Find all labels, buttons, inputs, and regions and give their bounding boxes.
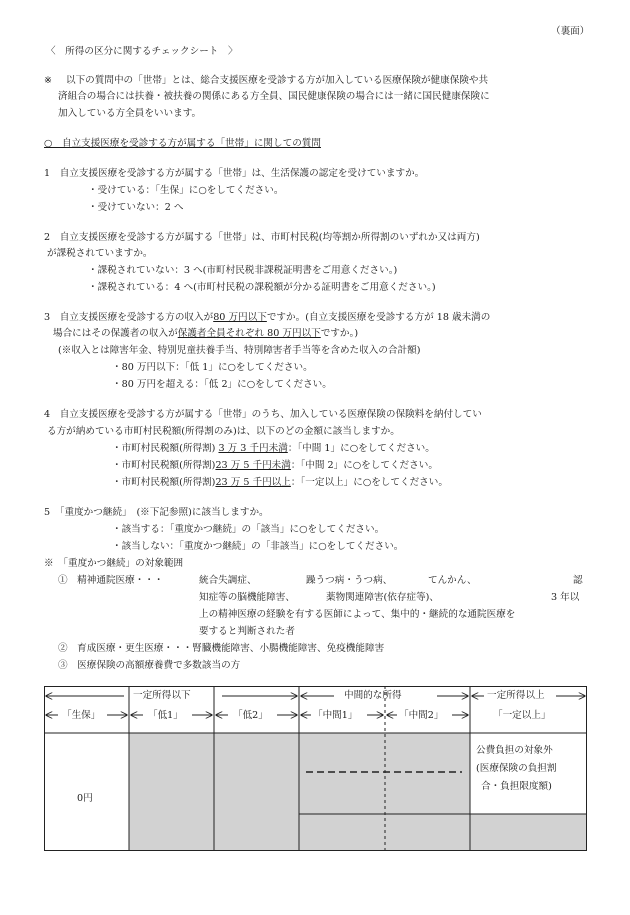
question-option: ・受けている：「生保」に○をしてください。 [88, 185, 284, 196]
question-text: 2 自立支援医療を受診する方が属する「世帯」は、市町村民税(均等割か所得割のいずれか又は両方) [44, 232, 480, 243]
column-label: 「一定以上」 [493, 710, 551, 721]
scope-text: 認 [573, 575, 583, 586]
question-option: ・該当する：「重度かつ継続」の「該当」に○をしてください。 [112, 524, 385, 535]
question-option: ・課税されていない：3 へ(市町村民税非課税証明書をご用意ください。) [88, 265, 398, 276]
scope-text: 知症等の脳機能障害、 [199, 592, 295, 603]
question-text: が課税されていますか。 [47, 248, 153, 259]
scope-text: 3 年以 [551, 592, 580, 603]
question-text: 場合にはその保護者の収入が保護者全員それぞれ 80 万円以下ですか。) [53, 328, 359, 339]
note-mark: ※ [44, 75, 53, 86]
question-option: ・受けていない：2 へ [88, 202, 184, 213]
question-text: る方が納めている市町村民税額(所得割のみ)は、以下のどの金額に該当しますか。 [47, 426, 400, 437]
question-option: ・市町村民税額(所得割)23 万 5 千円以上：「一定以上」に○をしてください。 [112, 477, 448, 488]
scope-item-3: ③ 医療保険の高額療養費で多数該当の方 [58, 660, 241, 671]
question-option: ・80 万円を超える：「低 2」に○をしてください。 [112, 379, 332, 390]
section-heading: ○ 自立支援医療を受診する方が属する「世帯」に関しての質問 [44, 138, 321, 149]
group-label: 一定所得以上 [487, 690, 545, 701]
column-label: 「低1」 [148, 710, 183, 721]
column-label: 「生保」 [62, 710, 101, 721]
note-line: 済組合の場合には扶養・被扶養の関係にある方全員、国民健康保険の場合には一緒に国民健康保険に [58, 91, 490, 102]
group-label: 一定所得以下 [133, 690, 191, 701]
outside-coverage-text: 公費負担の対象外 [476, 745, 553, 756]
scope-text: 上の精神医療の経験を有する医師によって、集中的・継続的な通院医療を [199, 609, 516, 620]
scope-text: 薬物関連障害(依存症等)、 [326, 592, 440, 603]
question-option: ・該当しない：「重度かつ継続」の「非該当」に○をしてください。 [112, 541, 404, 552]
table-cell-shaded [299, 814, 587, 851]
income-note: (※収入とは障害年金、特別児童扶養手当、特別障害者手当等を含めた収入の合計額) [58, 345, 421, 356]
zero-yen-label: 0円 [77, 793, 93, 804]
scope-text: 統合失調症、 [199, 575, 257, 586]
question-text: 1 自立支援医療を受診する方が属する「世帯」は、生活保護の認定を受けていますか。 [44, 168, 425, 179]
outside-coverage-text: (医療保険の負担割 [476, 763, 557, 774]
outside-coverage-text: 合・負担限度額) [481, 781, 552, 792]
column-label: 「低2」 [233, 710, 268, 721]
column-label: 「中間1」 [313, 710, 358, 721]
question-option: ・80 万円以下：「低 1」に○をしてください。 [112, 362, 313, 373]
underlined-amount: 3 万 3 千円未満 [218, 443, 288, 454]
scope-item-2: ② 育成医療・更生医療・・・腎臓機能障害、小腸機能障害、免疫機能障害 [58, 643, 385, 654]
question-option: ・課税されている：4 へ(市町村民税の課税額が分かる証明書をご用意ください。) [88, 282, 436, 293]
page-side-label: （裏面） [551, 26, 590, 37]
question-text: 3 自立支援医療を受診する方の収入が80 万円以下ですか。(自立支援医療を受診する方が 18 歳未満の [44, 312, 491, 323]
note-line: 加入している方全員をいいます。 [58, 108, 202, 119]
note-line: 以下の質問中の「世帯」とは、総合支援医療を受診する方が加入している医療保険が健康保険や共 [66, 75, 489, 86]
question-option: ・市町村民税額(所得割) 3 万 3 千円未満：「中間 1」に○をしてください。 [112, 443, 435, 454]
question-text: 4 自立支援医療を受診する方が属する「世帯」のうち、加入している医療保険の保険料を納付してい [44, 409, 482, 420]
scope-text: 要すると判断された者 [199, 626, 295, 637]
underlined-amount: 23 万 5 千円以上 [215, 477, 291, 488]
scope-text: てんかん、 [428, 575, 477, 586]
underlined-amount: 23 万 5 千円未満 [215, 460, 291, 471]
question-text: 5 「重度かつ継続」 (※下記参照)に該当しますか。 [44, 507, 269, 518]
scope-item-1: ① 精神通院医療・・・ [58, 575, 164, 586]
scope-text: 躁うつ病・うつ病、 [306, 575, 393, 586]
column-label: 「中間2」 [399, 710, 444, 721]
question-option: ・市町村民税額(所得割)23 万 5 千円未満：「中間 2」に○をしてください。 [112, 460, 438, 471]
scope-heading: ※ 「重度かつ継続」の対象範囲 [44, 558, 184, 569]
underlined-amount: 80 万円以下 [213, 312, 267, 323]
income-category-table [44, 686, 587, 851]
group-label: 中間的な所得 [344, 690, 402, 701]
underlined-amount: 保護者全員それぞれ 80 万円以下 [177, 328, 321, 339]
page-title: 〈 所得の区分に関するチェックシート 〉 [46, 46, 238, 57]
